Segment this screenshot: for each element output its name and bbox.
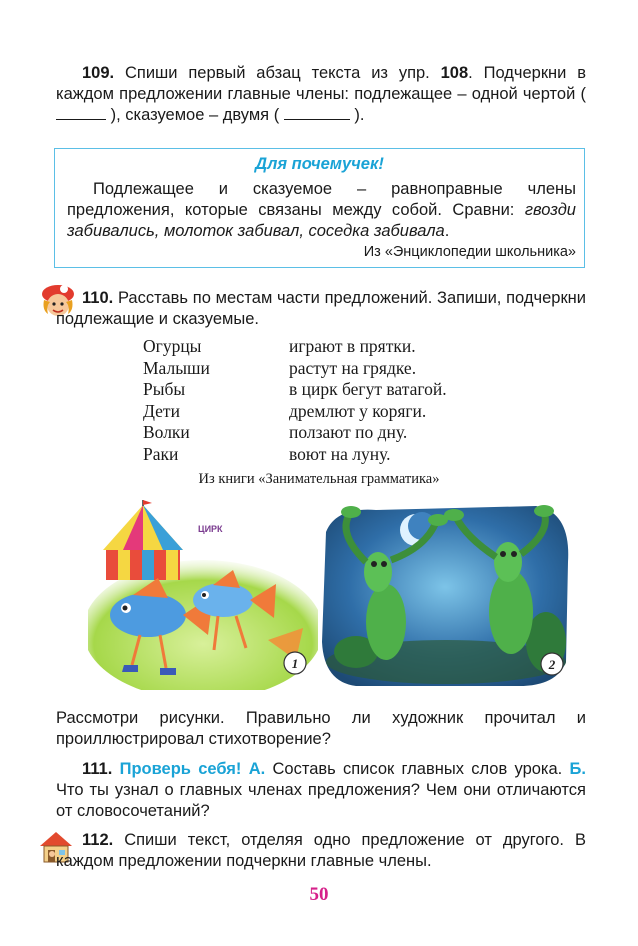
poem-line: Малыши растут на грядке. (143, 357, 417, 378)
poem-source: Из книги «Занимательная грамматика» (198, 471, 440, 487)
check-yourself: Проверь себя! А. (119, 760, 266, 778)
double-underline-blank (284, 107, 350, 120)
info-box-text: Подлежащее и сказуемое – равноправные члены предложения, которые связаны между собой. Сравни: гвозди забивались, молоток забивал, соседка забивала. (67, 180, 576, 240)
picture-label-1: 1 (291, 656, 299, 671)
info-box-title: Для почемучек! (255, 155, 384, 173)
info-box (54, 148, 585, 268)
underline-blank (56, 107, 106, 120)
exercise-number: 109. (82, 64, 115, 82)
example-a: гвозди забивались, (67, 201, 576, 240)
illustration-fish-circus (88, 500, 318, 690)
tent-sign: ЦИРК (198, 524, 223, 534)
example-b: молоток забивал, соседка забивала (159, 222, 445, 240)
poem (143, 336, 523, 466)
exercise-111: 111. Проверь себя! А. Составь список главных слов урока. Б. Что ты узнал о главных членах предложения? Чем они отличаются от словосочетаний? (56, 760, 586, 820)
exercise-number: 110. (82, 289, 114, 307)
poem-line: Огурцы играют в прятки. (143, 336, 416, 356)
exercise-110: 110. Расставь по местам части предложений. Запиши, подчеркни подлежащие и сказуемые. (56, 289, 586, 328)
circus-tent (103, 500, 183, 580)
picture-label-2: 2 (548, 657, 556, 672)
exercise-112: 112. Спиши текст, отделяя одно предложение от другого. В каждом предложении подчеркни главные члены. (56, 831, 586, 870)
exercise-number: 111. (82, 760, 113, 778)
exercise-number: 112. (82, 831, 114, 849)
poem-line: Раки воют на луну. (143, 443, 391, 464)
poem-line: Дети дремлют у коряги. (143, 400, 427, 421)
illustration-crayfish (316, 502, 574, 690)
part-b-label: Б. (569, 760, 586, 778)
poem-line: Рыбы в цирк бегут ватагой. (143, 379, 447, 400)
poem-line: Волки ползают по дну. (143, 422, 408, 443)
exercise-109: 109. Спиши первый абзац текста из упр. 108. Подчеркни в каждом предложении главные члены: подлежащее – одной чертой ( ), сказуемое – двумя ( ). (56, 64, 586, 124)
info-box-source: Из «Энциклопедии школьника» (363, 244, 576, 260)
page-number: 50 (309, 884, 329, 905)
question-text: Рассмотри рисунки. Правильно ли художник прочитал и проиллюстрировал стихотворение? (56, 709, 586, 748)
